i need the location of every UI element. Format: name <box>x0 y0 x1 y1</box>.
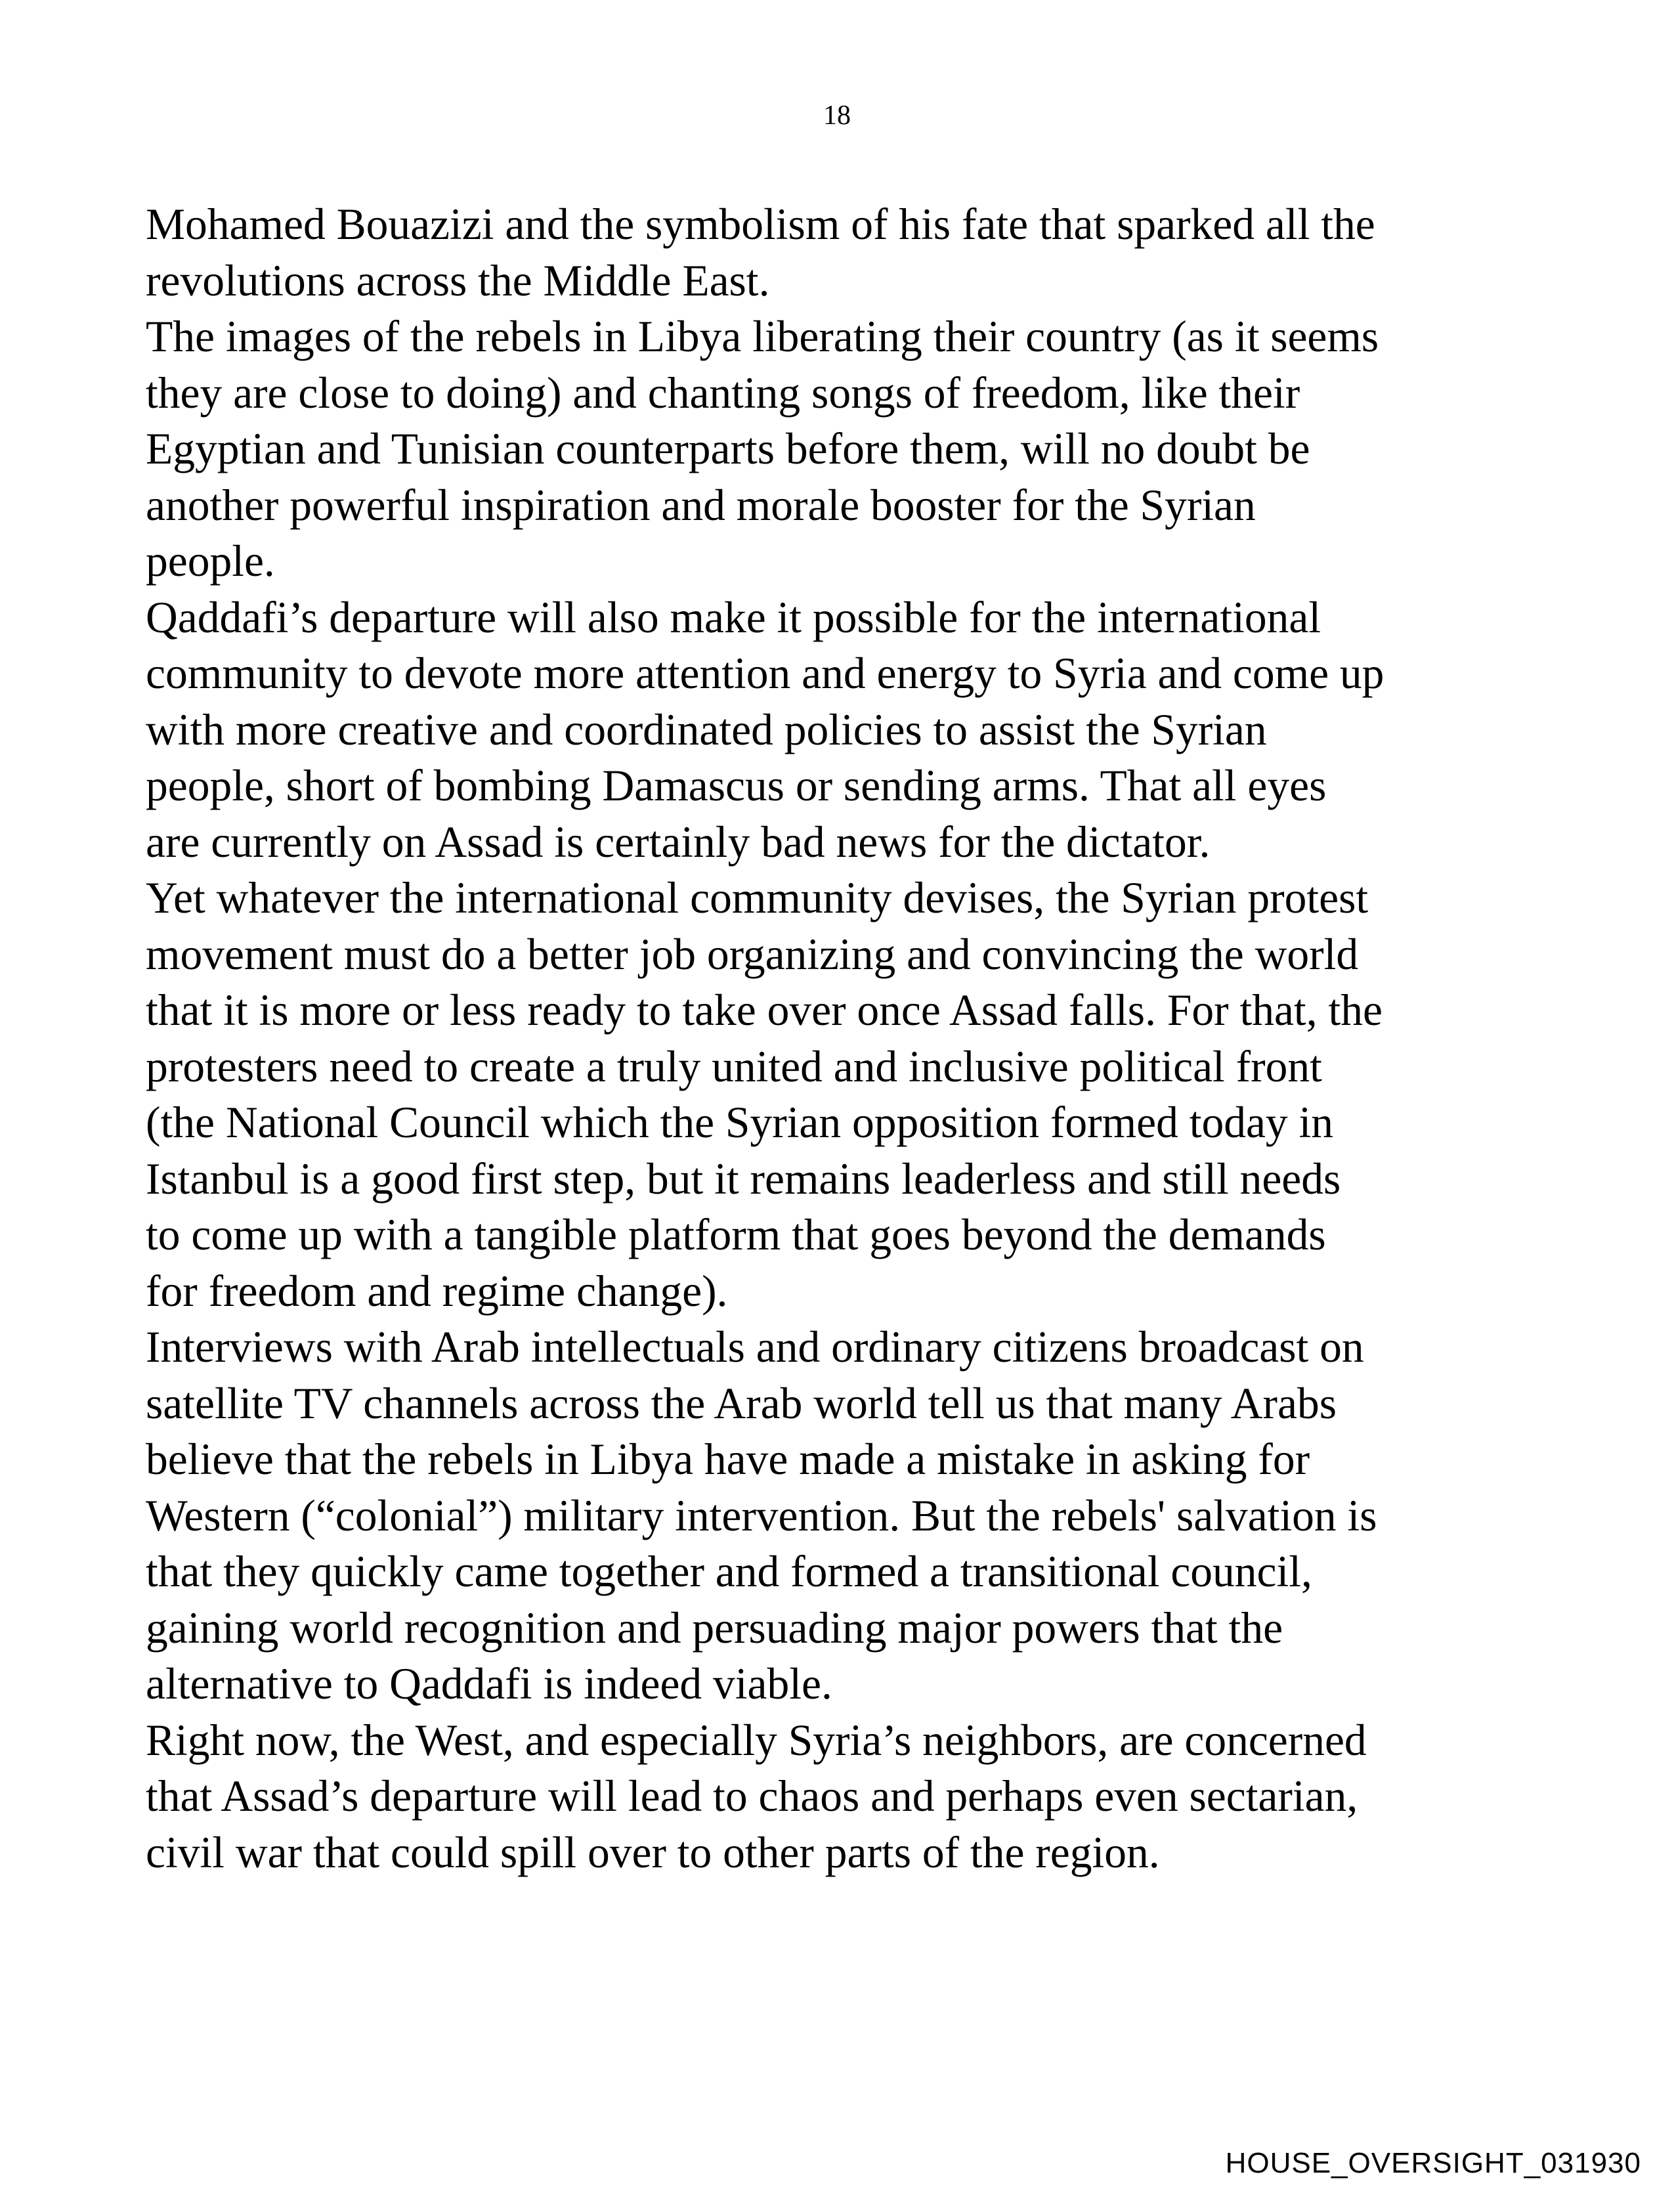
text-line: that Assad’s departure will lead to chaos and perhaps even sectarian, <box>146 1771 1358 1821</box>
text-line: Mohamed Bouazizi and the symbolism of his fate that sparked all the <box>146 200 1375 249</box>
document-id-footer: HOUSE_OVERSIGHT_031930 <box>1225 2147 1641 2179</box>
text-line: The images of the rebels in Libya liberating their country (as it seems <box>146 312 1379 361</box>
text-line: with more creative and coordinated policies to assist the Syrian <box>146 705 1267 754</box>
text-line: Yet whatever the international community devises, the Syrian protest <box>146 873 1369 922</box>
text-line: Qaddafi’s departure will also make it possible for the international <box>146 592 1321 642</box>
text-line: to come up with a tangible platform that goes beyond the demands <box>146 1210 1326 1259</box>
text-line: community to devote more attention and energy to Syria and come up <box>146 649 1384 698</box>
text-line: civil war that could spill over to other parts of the region. <box>146 1827 1160 1877</box>
page-number: 18 <box>823 100 851 131</box>
text-line: alternative to Qaddafi is indeed viable. <box>146 1659 832 1708</box>
text-line: Egyptian and Tunisian counterparts before them, will no doubt be <box>146 424 1310 473</box>
text-line: movement must do a better job organizing and convincing the world <box>146 929 1359 979</box>
text-line: people. <box>146 536 275 586</box>
text-line: another powerful inspiration and morale booster for the Syrian <box>146 480 1256 530</box>
text-line: Right now, the West, and especially Syria’s neighbors, are concerned <box>146 1715 1367 1765</box>
text-line: Interviews with Arab intellectuals and ordinary citizens broadcast on <box>146 1322 1364 1372</box>
text-line: Western (“colonial”) military intervention. But the rebels' salvation is <box>146 1490 1377 1540</box>
text-line: protesters need to create a truly united and inclusive political front <box>146 1041 1322 1091</box>
text-line: believe that the rebels in Libya have made a mistake in asking for <box>146 1435 1310 1484</box>
document-body <box>146 196 1537 1880</box>
text-line: Istanbul is a good first step, but it remains leaderless and still needs <box>146 1154 1341 1204</box>
text-line: satellite TV channels across the Arab world tell us that many Arabs <box>146 1378 1337 1428</box>
text-line: that they quickly came together and formed a transitional council, <box>146 1547 1312 1596</box>
text-line: (the National Council which the Syrian opposition formed today in <box>146 1098 1334 1147</box>
text-line: that it is more or less ready to take over once Assad falls. For that, the <box>146 986 1383 1035</box>
text-line: for freedom and regime change). <box>146 1266 728 1316</box>
text-line: gaining world recognition and persuading major powers that the <box>146 1603 1283 1653</box>
text-line: revolutions across the Middle East. <box>146 255 770 305</box>
text-line: they are close to doing) and chanting songs of freedom, like their <box>146 368 1300 418</box>
text-line: people, short of bombing Damascus or sending arms. That all eyes <box>146 761 1327 810</box>
text-line: are currently on Assad is certainly bad news for the dictator. <box>146 817 1211 867</box>
